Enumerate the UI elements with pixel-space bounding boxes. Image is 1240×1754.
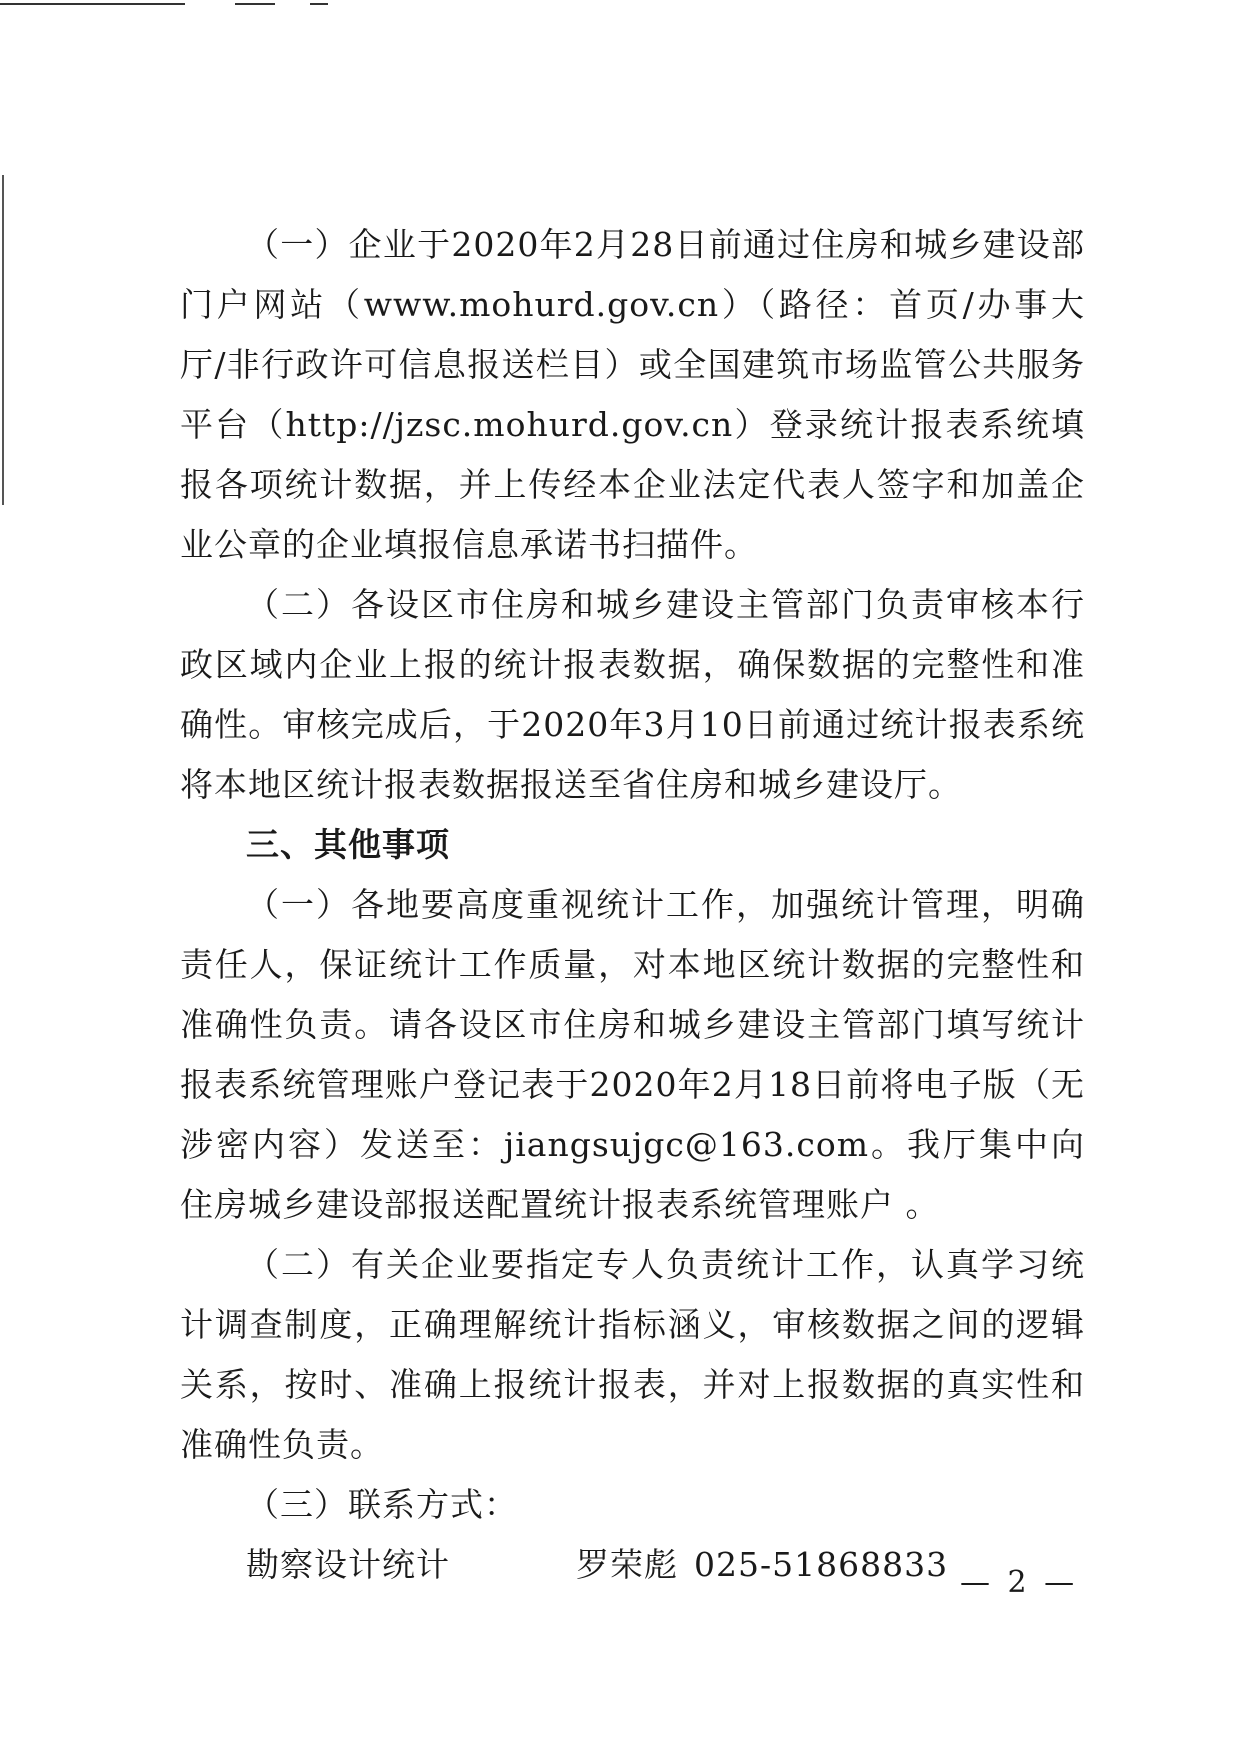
paragraph-enterprise-submission: （一）企业于2020年2月28日前通过住房和城乡建设部门户网站（www.mohurd.gov.cn）（路径：首页/办事大厅/非行政许可信息报送栏目）或全国建筑市场监管公共服务平台（http://jzsc.mohurd.gov.cn）登录统计报表系统填报各项统计数据，并上传经本企业法定代表人签字和加盖企业公章的企业填报信息承诺书扫描件。 [180,225,1085,564]
paragraph-city-review: （二）各设区市住房和城乡建设主管部门负责审核本行政区域内企业上报的统计报表数据，确保数据的完整性和准确性。审核完成后，于2020年3月10日前通过统计报表系统将本地区统计报表数据报送至省住房和城乡建设厅。 [180,585,1085,804]
contact-phone: 025-51868833 [694,1545,949,1584]
scan-artifact-edge [2,175,4,505]
paragraph-contact-heading: （三）联系方式： [246,1485,518,1524]
scan-artifact-line [310,3,328,5]
document-body [180,215,1085,1595]
section-heading-other-matters: 三、其他事项 [246,825,450,864]
page-number: — 2 — [960,1565,1079,1600]
contact-entry [180,1535,1085,1595]
contact-department: 勘察设计统计 [246,1545,450,1584]
paragraph-enterprise-responsibility: （二）有关企业要指定专人负责统计工作，认真学习统计调查制度，正确理解统计指标涵义，审核数据之间的逻辑关系，按时、准确上报统计报表，并对上报数据的真实性和准确性负责。 [180,1245,1085,1464]
scan-artifact-line [235,3,275,5]
scan-artifact-line [0,3,185,5]
paragraph-attention: （一）各地要高度重视统计工作，加强统计管理，明确责任人，保证统计工作质量，对本地区统计数据的完整性和准确性负责。请各设区市住房和城乡建设主管部门填写统计报表系统管理账户登记表于2020年2月18日前将电子版（无涉密内容）发送至：jiangsujgc@163.com。我厅集中向住房城乡建设部报送配置统计报表系统管理账户 。 [180,885,1085,1224]
contact-name: 罗荣彪 [576,1545,678,1584]
